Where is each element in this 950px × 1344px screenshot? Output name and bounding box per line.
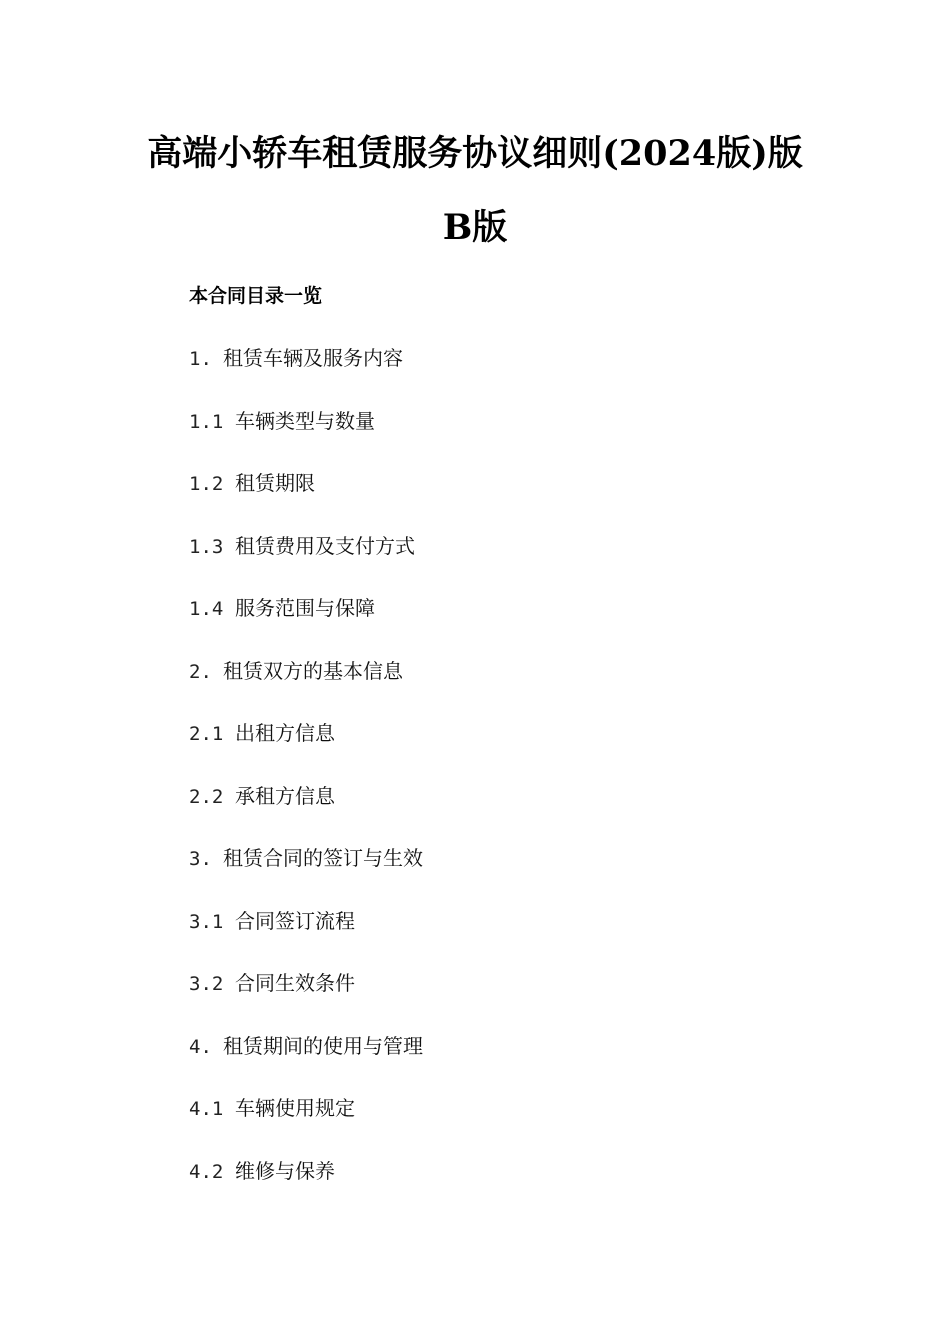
toc-item [189,1094,423,1157]
toc-item [189,532,423,595]
toc-item-text: 车辆使用规定 [235,1096,355,1120]
toc-item [189,719,423,782]
toc-item-number: 3. [189,848,212,870]
toc-item [189,1157,423,1220]
toc-item-number: 3.1 [189,910,224,933]
table-of-contents [189,344,423,1219]
toc-item-number: 1.1 [189,410,224,433]
toc-item-text: 合同签订流程 [235,908,355,933]
toc-item-text: 租赁合同的签订与生效 [223,846,423,870]
toc-item [189,844,423,907]
toc-item-number: 1. [189,348,212,370]
toc-item-number: 2.1 [189,723,224,745]
toc-item-number: 1.3 [189,535,224,558]
toc-item-text: 出租方信息 [235,721,335,745]
toc-item-number: 4.1 [189,1098,224,1120]
document-title-version: B版 [442,207,508,248]
toc-item [189,594,423,657]
toc-item-number: 4.2 [189,1160,224,1183]
toc-item-number: 3.2 [189,973,224,995]
document-title: 高端小轿车租赁服务协议细则(2024版)版 [147,133,803,174]
toc-item-number: 4. [189,1035,212,1058]
toc-item-text: 租赁期限 [235,471,315,495]
toc-item-text: 租赁期间的使用与管理 [223,1033,423,1058]
toc-item-text: 维修与保养 [235,1158,335,1183]
toc-item-number: 2. [189,660,212,683]
toc-item-text: 合同生效条件 [235,971,355,995]
toc-item-text: 服务范围与保障 [235,596,375,620]
toc-item [189,907,423,970]
toc-item-text: 租赁车辆及服务内容 [223,346,403,370]
toc-item [189,469,423,532]
toc-item [189,782,423,845]
toc-item-number: 1.4 [189,598,224,620]
toc-item-text: 承租方信息 [235,783,335,808]
toc-item [189,344,423,407]
toc-item [189,407,423,470]
toc-heading: 本合同目录一览 [189,285,323,307]
toc-item [189,1032,423,1095]
toc-item [189,969,423,1032]
toc-item-number: 2.2 [189,785,224,808]
toc-item [189,657,423,720]
toc-item-number: 1.2 [189,473,224,495]
toc-item-text: 租赁双方的基本信息 [223,658,403,683]
toc-item-text: 租赁费用及支付方式 [235,533,415,558]
toc-item-text: 车辆类型与数量 [235,408,375,433]
